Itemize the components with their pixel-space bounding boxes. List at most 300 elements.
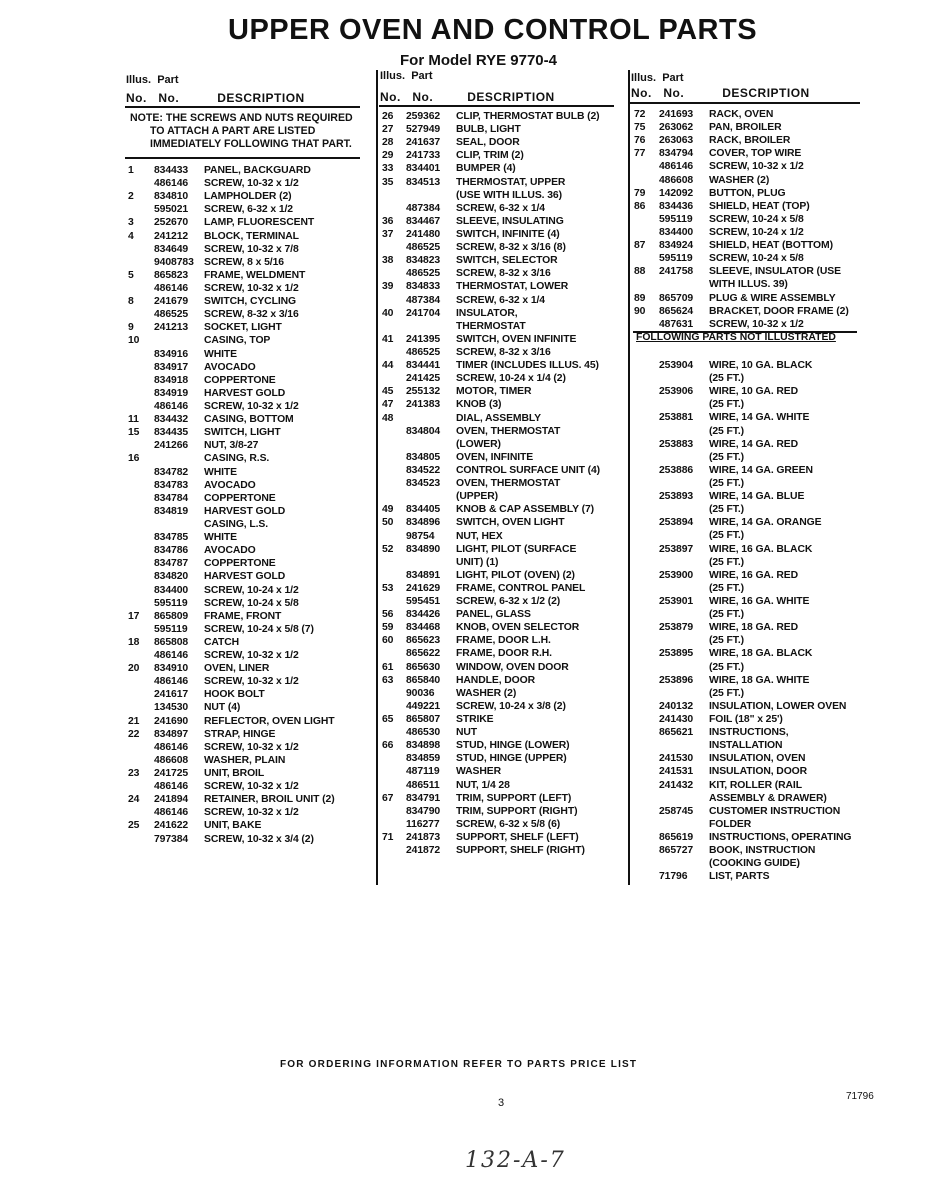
- parts-row: [634, 661, 851, 674]
- illus-number: 71: [382, 832, 394, 844]
- illus-number: 15: [128, 427, 140, 439]
- illus-number: 2: [128, 191, 134, 203]
- part-description: (25 FT.): [709, 399, 744, 411]
- model-subtitle: For Model RYE 9770-4: [400, 52, 557, 69]
- illus-number: 86: [634, 200, 646, 212]
- part-number: 241425: [406, 373, 441, 385]
- parts-row: [128, 321, 335, 334]
- part-number: 595119: [659, 253, 693, 265]
- illus-number: 88: [634, 266, 646, 278]
- part-number: 865840: [406, 674, 441, 686]
- part-description: BULB, LIGHT: [456, 124, 521, 136]
- parts-row: [128, 780, 335, 793]
- part-number: 865630: [406, 661, 441, 673]
- illus-number: 23: [128, 768, 140, 780]
- illus-number: [382, 556, 406, 569]
- illus-number: 8: [128, 296, 134, 308]
- part-description: INSTRUCTIONS,: [709, 727, 789, 739]
- parts-row: [382, 320, 600, 333]
- part-number: 487631: [659, 318, 694, 330]
- illus-number: [634, 411, 659, 424]
- divider: [630, 102, 860, 104]
- parts-row: [382, 438, 600, 451]
- part-number: 9408783: [154, 256, 194, 268]
- parts-row: [634, 318, 849, 331]
- illus-number: 33: [382, 163, 394, 175]
- parts-row: [128, 374, 335, 387]
- parts-row: [382, 136, 600, 149]
- illus-number: 72: [634, 109, 646, 120]
- part-number: 241725: [154, 768, 189, 780]
- part-number: [659, 425, 709, 438]
- parts-row: [128, 518, 335, 531]
- parts-row: [634, 647, 851, 660]
- parts-row: [634, 226, 849, 239]
- part-description: COPPERTONE: [204, 558, 276, 570]
- illus-number: 50: [382, 517, 394, 529]
- illus-number: 41: [382, 333, 394, 345]
- part-number: 253894: [659, 517, 694, 529]
- part-description: KNOB (3): [456, 399, 502, 411]
- parts-row: [128, 675, 335, 688]
- part-description: SCREW, 10-32 x 1/2: [709, 161, 804, 173]
- part-description: REFLECTOR, OVEN LIGHT: [204, 715, 335, 727]
- parts-row: [128, 741, 335, 754]
- illus-number: [634, 160, 659, 173]
- illus-number: [382, 267, 406, 280]
- part-number: [659, 278, 709, 291]
- part-number: 241629: [406, 582, 441, 594]
- parts-row: [382, 162, 600, 175]
- parts-row: [634, 529, 851, 542]
- parts-row: [634, 160, 849, 173]
- parts-row: [128, 505, 335, 518]
- illus-number: 52: [382, 543, 394, 555]
- parts-row: [382, 726, 600, 739]
- part-description: WINDOW, OVEN DOOR: [456, 661, 569, 673]
- part-description: SCREW, 6-32 x 1/4: [456, 202, 545, 214]
- part-number: [406, 438, 456, 451]
- parts-row: [382, 818, 600, 831]
- illus-number: [382, 818, 406, 831]
- part-description: WIRE, 14 GA. ORANGE: [709, 517, 822, 529]
- parts-row: [634, 438, 851, 451]
- illus-number: 4: [128, 230, 134, 242]
- part-number: 241873: [406, 832, 441, 844]
- parts-row: [128, 544, 335, 557]
- illus-number: [382, 464, 406, 477]
- illus-number: 90: [634, 305, 646, 317]
- part-number: 865623: [406, 635, 441, 647]
- illus-number: [128, 584, 154, 597]
- part-number: [406, 320, 456, 333]
- parts-row: [634, 752, 851, 765]
- part-description: SCREW, 10-24 x 5/8: [709, 253, 804, 265]
- note-line: IMMEDIATELY FOLLOWING THAT PART.: [150, 138, 352, 150]
- parts-row: [634, 700, 851, 713]
- illus-number: [634, 226, 659, 239]
- parts-row: [382, 752, 600, 765]
- illus-number: [634, 174, 659, 187]
- part-description: MOTOR, TIMER: [456, 386, 532, 398]
- part-number: 865709: [659, 292, 694, 304]
- parts-row: [634, 411, 851, 424]
- illus-number: [382, 844, 406, 857]
- part-description: HOOK BOLT: [204, 689, 265, 701]
- part-number: 486146: [154, 650, 189, 662]
- part-description: WIRE, 16 GA. WHITE: [709, 595, 810, 607]
- parts-row: [382, 634, 600, 647]
- illus-number: [634, 503, 659, 516]
- part-description: HANDLE, DOOR: [456, 674, 536, 686]
- part-description: PANEL, GLASS: [456, 609, 531, 621]
- part-number: [659, 477, 709, 490]
- illus-number: [128, 518, 154, 531]
- part-description: NUT: [456, 727, 478, 739]
- illus-number: [634, 425, 659, 438]
- parts-row: [634, 252, 849, 265]
- part-number: 834823: [406, 255, 441, 267]
- part-description: OVEN, INFINITE: [456, 451, 534, 463]
- illus-number: 48: [382, 412, 394, 424]
- parts-row: [634, 634, 851, 647]
- part-description: WITH ILLUS. 39): [709, 279, 788, 291]
- illus-number: [634, 687, 659, 700]
- part-number: [659, 739, 709, 752]
- parts-row: [382, 294, 600, 307]
- illus-number: 5: [128, 269, 134, 281]
- illus-number: [382, 490, 406, 503]
- part-description: WIRE, 10 GA. RED: [709, 386, 799, 398]
- illus-number: [382, 700, 406, 713]
- part-description: SCREW, 8-32 x 3/16: [456, 346, 551, 358]
- part-description: WIRE, 18 GA. BLACK: [709, 648, 813, 660]
- illus-number: [634, 278, 659, 291]
- part-number: 834791: [406, 792, 441, 804]
- part-number: 71796: [659, 871, 688, 883]
- parts-row: [128, 387, 335, 400]
- part-description: CUSTOMER INSTRUCTION: [709, 805, 841, 817]
- part-number: 834405: [406, 504, 441, 516]
- parts-row: [382, 425, 600, 438]
- part-number: 241212: [154, 230, 189, 242]
- part-description: SUPPORT, SHELF (RIGHT): [456, 845, 585, 857]
- illus-number: [634, 700, 659, 713]
- parts-row: [634, 305, 849, 318]
- part-number: [659, 857, 709, 870]
- part-description: KNOB & CAP ASSEMBLY (7): [456, 504, 594, 516]
- part-description: WIRE, 16 GA. RED: [709, 569, 799, 581]
- part-number: 486146: [154, 178, 189, 190]
- illus-number: [382, 451, 406, 464]
- part-number: [659, 582, 709, 595]
- parts-row: [128, 754, 335, 767]
- part-description: SCREW, 10-24 x 1/2: [204, 584, 299, 596]
- part-number: 241432: [659, 779, 694, 791]
- part-description: HARVEST GOLD: [204, 571, 286, 583]
- not-illustrated-heading: FOLLOWING PARTS NOT ILLUSTRATED: [636, 332, 836, 343]
- part-number: 486511: [406, 779, 440, 791]
- part-description: SCREW, 10-32 x 1/2: [204, 178, 299, 190]
- part-description: LAMP, FLUORESCENT: [204, 217, 315, 229]
- part-number: 90036: [406, 687, 435, 699]
- illus-number: [128, 466, 154, 479]
- parts-row: [382, 805, 600, 818]
- part-number: 834784: [154, 492, 189, 504]
- part-number: 595119: [154, 623, 188, 635]
- part-number: 98754: [406, 530, 435, 542]
- parts-row: [634, 621, 851, 634]
- part-description: NUT, 1/4 28: [456, 779, 510, 791]
- illus-number: [382, 477, 406, 490]
- illus-number: [634, 529, 659, 542]
- parts-row: [382, 189, 600, 202]
- part-description: RETAINER, BROIL UNIT (2): [204, 794, 335, 806]
- parts-row: [634, 687, 851, 700]
- part-description: SCREW, 10-24 x 1/4 (2): [456, 373, 566, 385]
- parts-row: [634, 674, 851, 687]
- part-number: 834467: [406, 215, 441, 227]
- illus-number: [128, 308, 154, 321]
- parts-row: [382, 674, 600, 687]
- part-number: 834435: [154, 427, 189, 439]
- illus-number: 67: [382, 792, 394, 804]
- parts-row: [382, 359, 600, 372]
- part-number: [659, 529, 709, 542]
- part-description: INSULATION, LOWER OVEN: [709, 700, 847, 712]
- parts-row: [634, 490, 851, 503]
- part-description: WHITE: [204, 466, 237, 478]
- parts-row: [128, 806, 335, 819]
- parts-row: [634, 516, 851, 529]
- parts-row: [634, 385, 851, 398]
- part-description: SWITCH, OVEN INFINITE: [456, 333, 577, 345]
- part-description: WASHER: [456, 766, 502, 778]
- part-description: (25 FT.): [709, 661, 744, 673]
- part-number: 253879: [659, 622, 694, 634]
- part-description: PANEL, BACKGUARD: [204, 165, 311, 176]
- parts-row: [382, 713, 600, 726]
- part-description: NUT, HEX: [456, 530, 503, 542]
- parts-row: [128, 269, 335, 282]
- part-description: SLEEVE, INSULATING: [456, 215, 564, 227]
- illus-number: [634, 752, 659, 765]
- part-number: 865807: [406, 714, 441, 726]
- part-number: [406, 556, 456, 569]
- illus-number: 79: [634, 187, 646, 199]
- part-description: SWITCH, OVEN LIGHT: [456, 517, 565, 529]
- parts-row: [128, 282, 335, 295]
- part-number: 865619: [659, 831, 694, 843]
- illus-number: [634, 765, 659, 778]
- part-number: 241531: [659, 766, 694, 778]
- illus-number: [128, 833, 154, 846]
- illus-number: 39: [382, 281, 394, 293]
- parts-column-2: [382, 110, 600, 857]
- part-description: (25 FT.): [709, 556, 744, 568]
- part-description: SCREW, 8 x 5/16: [204, 256, 284, 268]
- part-description: (25 FT.): [709, 530, 744, 542]
- parts-row: [382, 110, 600, 123]
- illus-number: 59: [382, 622, 394, 634]
- part-number: 253904: [659, 360, 694, 371]
- part-number: 834522: [406, 464, 441, 476]
- part-description: PLUG & WIRE ASSEMBLY: [709, 292, 836, 304]
- part-number: 595119: [154, 597, 188, 609]
- part-description: COVER, TOP WIRE: [709, 148, 802, 160]
- part-description: STRIKE: [456, 714, 494, 726]
- part-description: THERMOSTAT, LOWER: [456, 281, 569, 293]
- illus-number: [382, 438, 406, 451]
- illus-number: [382, 530, 406, 543]
- parts-row: [128, 256, 335, 269]
- illus-number: [128, 741, 154, 754]
- illus-number: 65: [382, 714, 394, 726]
- illus-number: [634, 372, 659, 385]
- part-number: 253893: [659, 491, 694, 503]
- part-number: 834916: [154, 348, 189, 360]
- part-number: 263062: [659, 122, 694, 134]
- part-number: 486146: [154, 282, 189, 294]
- parts-row: [634, 200, 849, 213]
- part-description: ASSEMBLY & DRAWER): [709, 792, 827, 804]
- parts-row: [634, 844, 851, 857]
- col2-header-no: No. No. DESCRIPTION: [380, 90, 555, 104]
- part-description: SCREW, 10-24 x 3/8 (2): [456, 700, 566, 712]
- part-number: 241758: [659, 266, 694, 278]
- parts-row: [634, 857, 851, 870]
- illus-number: [634, 398, 659, 411]
- col3-header-illus: Illus. Part: [631, 72, 684, 84]
- part-number: 834897: [154, 728, 189, 740]
- part-number: [406, 490, 456, 503]
- part-description: INSULATION, DOOR: [709, 766, 808, 778]
- illus-number: 3: [128, 217, 134, 229]
- part-description: SCREW, 10-32 x 1/2: [204, 781, 299, 793]
- parts-row: [382, 543, 600, 556]
- illus-number: [634, 516, 659, 529]
- parts-row: [382, 477, 600, 490]
- part-description: SCREW, 6-32 x 1/2 (2): [456, 596, 561, 608]
- part-description: RACK, BROILER: [709, 135, 791, 147]
- column-rule: [628, 70, 630, 885]
- parts-row: [382, 202, 600, 215]
- parts-row: [128, 413, 335, 426]
- parts-row: [382, 831, 600, 844]
- illus-number: [634, 451, 659, 464]
- part-number: 241266: [154, 440, 189, 452]
- part-number: 834433: [154, 165, 189, 176]
- part-number: 834649: [154, 243, 189, 255]
- parts-row: [382, 280, 600, 293]
- illus-number: 61: [382, 661, 394, 673]
- part-description: SCREW, 6-32 x 1/2: [204, 204, 293, 216]
- part-number: [659, 398, 709, 411]
- illus-number: 22: [128, 728, 140, 740]
- parts-row: [634, 359, 851, 372]
- illus-number: [128, 675, 154, 688]
- illus-number: 1: [128, 165, 134, 176]
- illus-number: [634, 359, 659, 372]
- part-description: SCREW, 10-32 x 1/2: [204, 282, 299, 294]
- part-number: 834786: [154, 545, 189, 557]
- illus-number: [382, 189, 406, 202]
- part-description: (25 FT.): [709, 635, 744, 647]
- parts-row: [382, 516, 600, 529]
- illus-number: 56: [382, 609, 394, 621]
- parts-row: [128, 243, 335, 256]
- part-description: INSULATOR,: [456, 307, 518, 319]
- part-number: 116277: [406, 818, 440, 830]
- part-description: LIST, PARTS: [709, 871, 770, 883]
- parts-row: [128, 426, 335, 439]
- illus-number: [634, 805, 659, 818]
- part-number: [659, 818, 709, 831]
- illus-number: [634, 818, 659, 831]
- parts-row: [128, 557, 335, 570]
- parts-row: [634, 870, 851, 883]
- part-number: 834890: [406, 543, 441, 555]
- part-description: (25 FT.): [709, 477, 744, 489]
- part-description: CASING, L.S.: [204, 518, 269, 530]
- illus-number: [634, 608, 659, 621]
- illus-number: 27: [382, 124, 394, 136]
- page-title: UPPER OVEN AND CONTROL PARTS: [228, 14, 758, 46]
- parts-row: [634, 713, 851, 726]
- parts-row: [128, 649, 335, 662]
- part-description: (USE WITH ILLUS. 36): [456, 189, 562, 201]
- part-number: 241617: [154, 689, 189, 701]
- part-number: 259362: [406, 111, 441, 122]
- illus-number: 44: [382, 360, 394, 372]
- parts-row: [128, 623, 335, 636]
- parts-row: [382, 123, 600, 136]
- part-description: WIRE, 14 GA. WHITE: [709, 412, 810, 424]
- part-description: FRAME, FRONT: [204, 610, 282, 622]
- illus-number: [634, 621, 659, 634]
- part-description: WASHER (2): [709, 174, 770, 186]
- parts-row: [634, 477, 851, 490]
- part-description: SLEEVE, INSULATOR (USE: [709, 266, 841, 278]
- illus-number: [634, 464, 659, 477]
- part-description: SCREW, 8-32 x 3/16: [456, 268, 551, 280]
- parts-row: [382, 779, 600, 792]
- parts-row: [382, 621, 600, 634]
- part-number: 865823: [154, 269, 189, 281]
- part-number: 834805: [406, 451, 441, 463]
- parts-row: [128, 531, 335, 544]
- part-description: BUMPER (4): [456, 163, 516, 175]
- part-description: LAMPHOLDER (2): [204, 191, 292, 203]
- part-description: SCREW, 10-32 x 1/2: [204, 400, 299, 412]
- part-number: 487119: [406, 766, 440, 778]
- part-description: CLIP, TRIM (2): [456, 150, 524, 162]
- parts-row: [382, 792, 600, 805]
- parts-row: [634, 779, 851, 792]
- illus-number: 87: [634, 240, 646, 252]
- part-number: [659, 503, 709, 516]
- parts-row: [634, 739, 851, 752]
- part-number: 487384: [406, 202, 441, 214]
- part-description: BOOK, INSTRUCTION: [709, 845, 816, 857]
- part-description: CASING, BOTTOM: [204, 414, 294, 426]
- part-number: 834441: [406, 360, 441, 372]
- parts-row: [634, 831, 851, 844]
- parts-row: [128, 216, 335, 229]
- part-description: COPPERTONE: [204, 374, 276, 386]
- illus-number: [128, 400, 154, 413]
- part-number: 241480: [406, 228, 441, 240]
